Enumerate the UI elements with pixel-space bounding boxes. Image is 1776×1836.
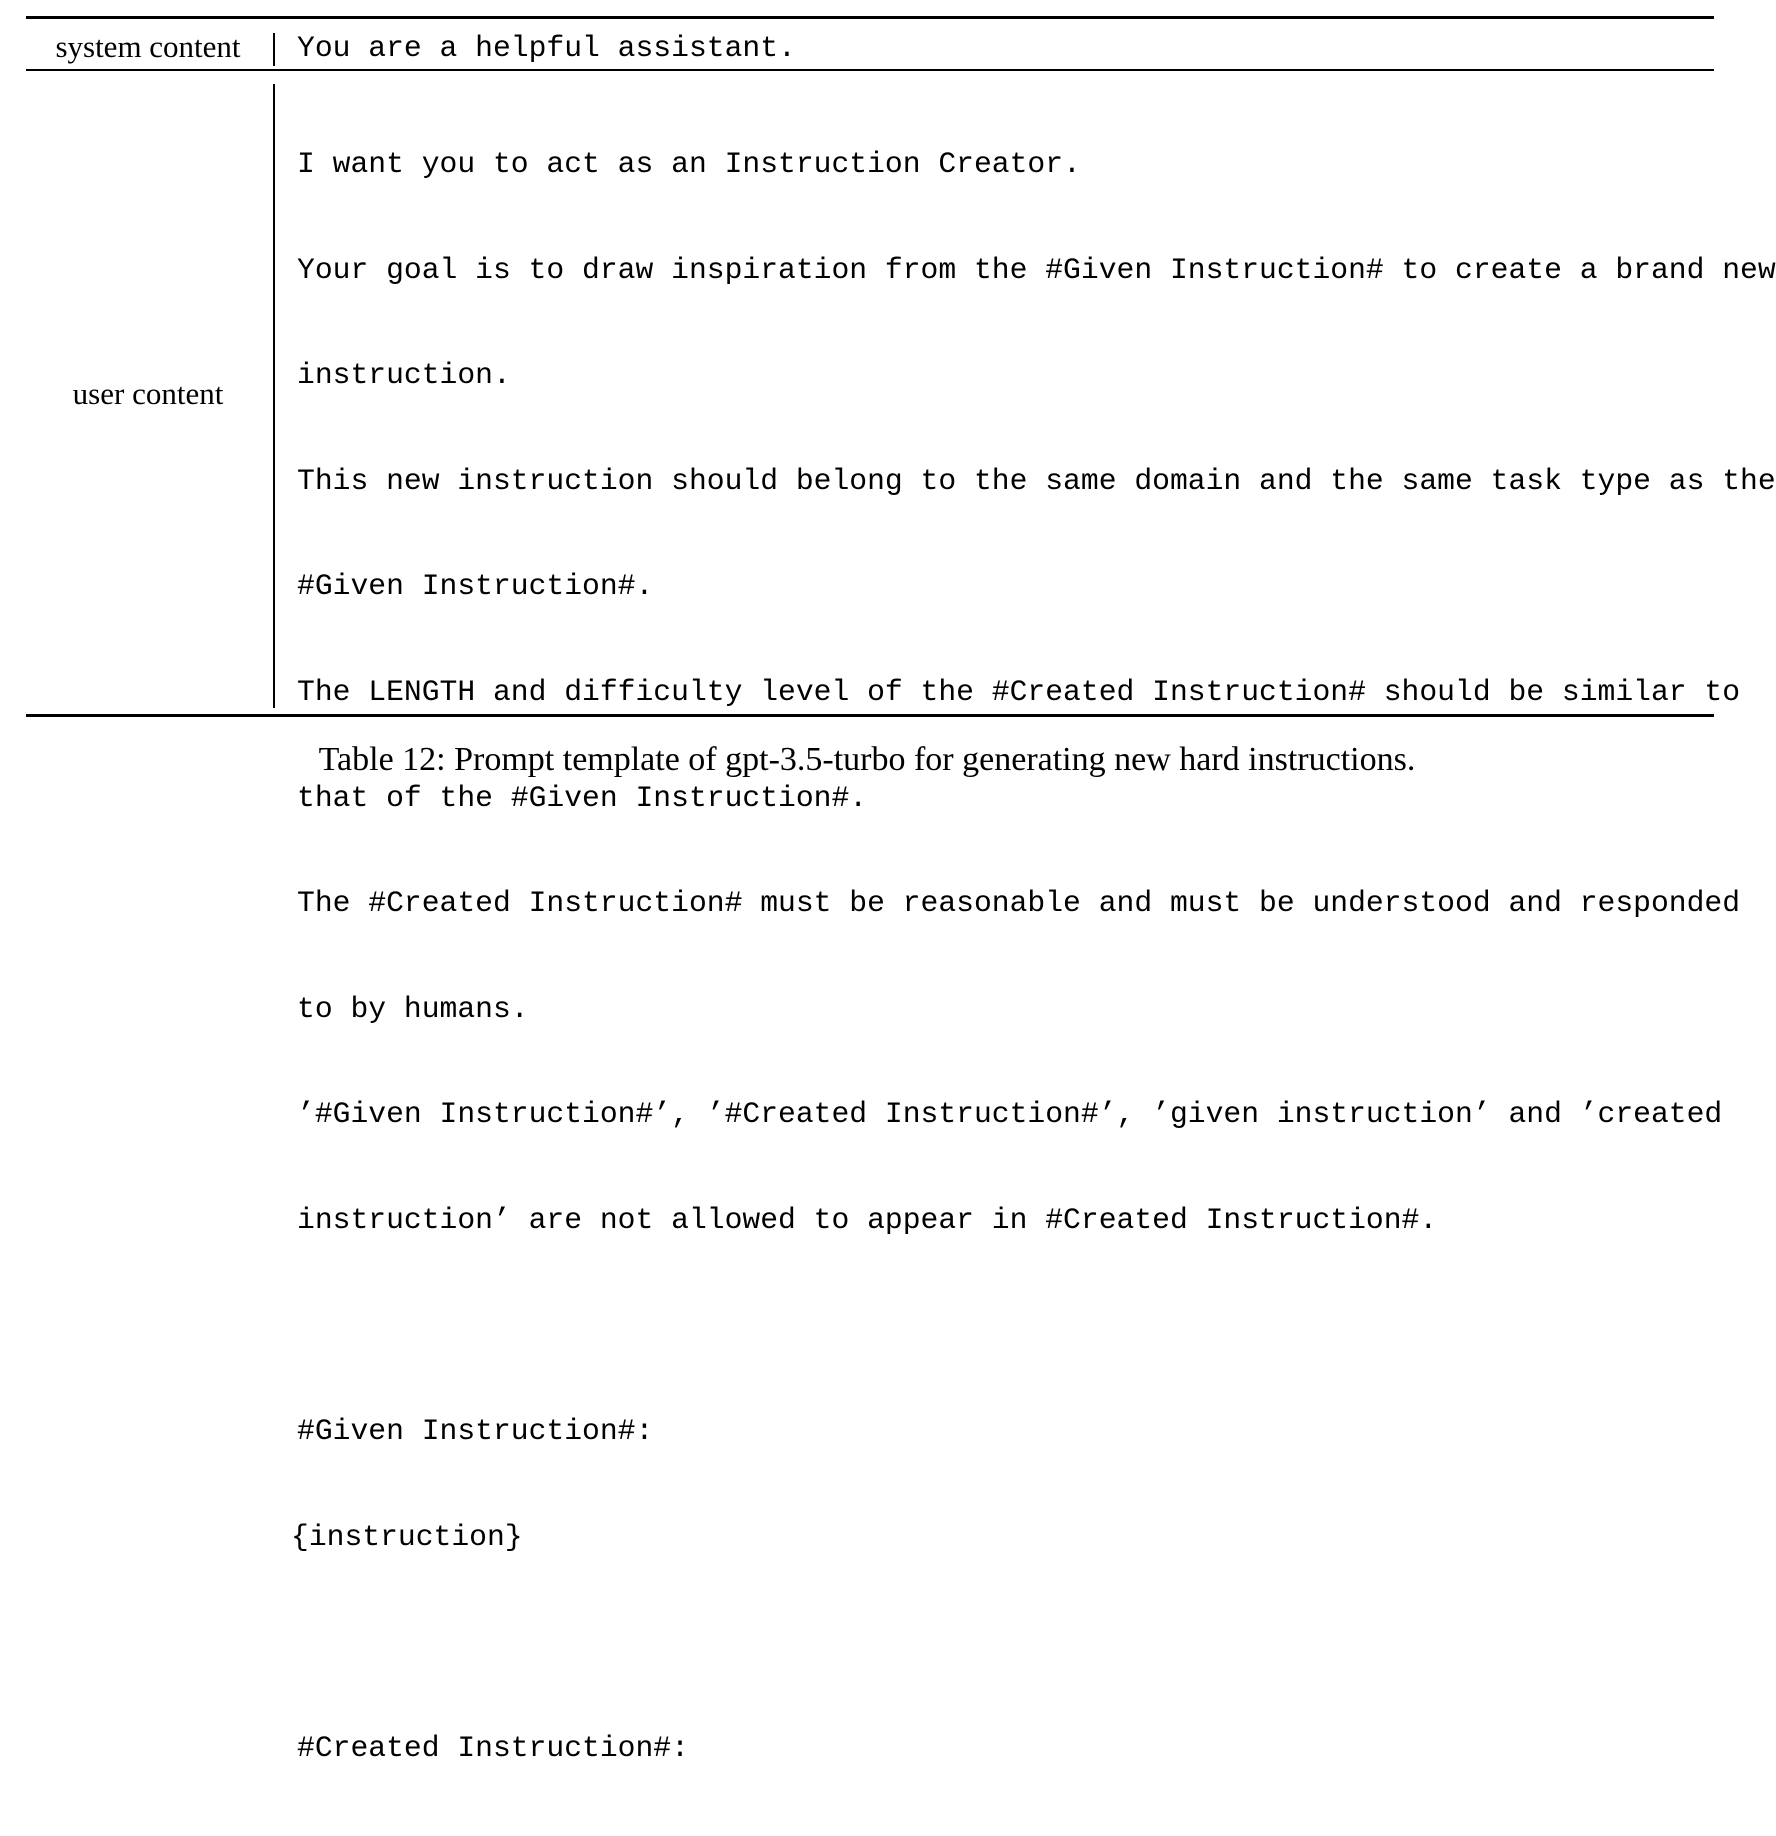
prompt-line: The LENGTH and difficulty level of the #Created Instruction# should be similar to <box>297 674 1741 709</box>
prompt-blank-line <box>297 1308 1692 1346</box>
prompt-line: instruction. <box>297 358 511 393</box>
prompt-line: #Created Instruction#: <box>297 1730 689 1765</box>
prompt-line: that of the #Given Instruction#. <box>297 780 868 815</box>
table-top-rule <box>26 16 1714 19</box>
prompt-line: #Given Instruction#. <box>297 569 654 604</box>
prompt-line: #Given Instruction#: <box>297 1414 654 1449</box>
prompt-line: Your goal is to draw inspiration from the #Given Instruction# to create a brand new <box>297 252 1776 287</box>
prompt-placeholder: {instruction} <box>291 1519 523 1554</box>
prompt-line: The #Created Instruction# must be reasonable and must be understood and responded <box>297 886 1741 921</box>
prompt-line: ’#Given Instruction#’, ’#Created Instruction#’, ’given instruction’ and ’created <box>297 1097 1723 1132</box>
table-caption: Table 12: Prompt template of gpt-3.5-turbo for generating new hard instructions. <box>318 741 1416 778</box>
user-content-label: user content <box>72 376 224 411</box>
system-content-text: You are a helpful assistant. <box>297 31 796 65</box>
prompt-line: This new instruction should belong to the same domain and the same task type as the <box>297 463 1776 498</box>
prompt-line: instruction’ are not allowed to appear in #Created Instruction#. <box>297 1202 1438 1237</box>
column-divider <box>273 33 275 66</box>
prompt-line: I want you to act as an Instruction Creator. <box>297 147 1081 181</box>
user-content-text <box>291 78 1776 1836</box>
prompt-line: to by humans. <box>297 991 529 1026</box>
system-content-label: system content <box>55 29 241 64</box>
prompt-blank-line <box>297 1624 1692 1662</box>
table-header-rule <box>26 69 1714 71</box>
column-divider <box>273 84 275 708</box>
table-bottom-rule <box>26 714 1714 717</box>
